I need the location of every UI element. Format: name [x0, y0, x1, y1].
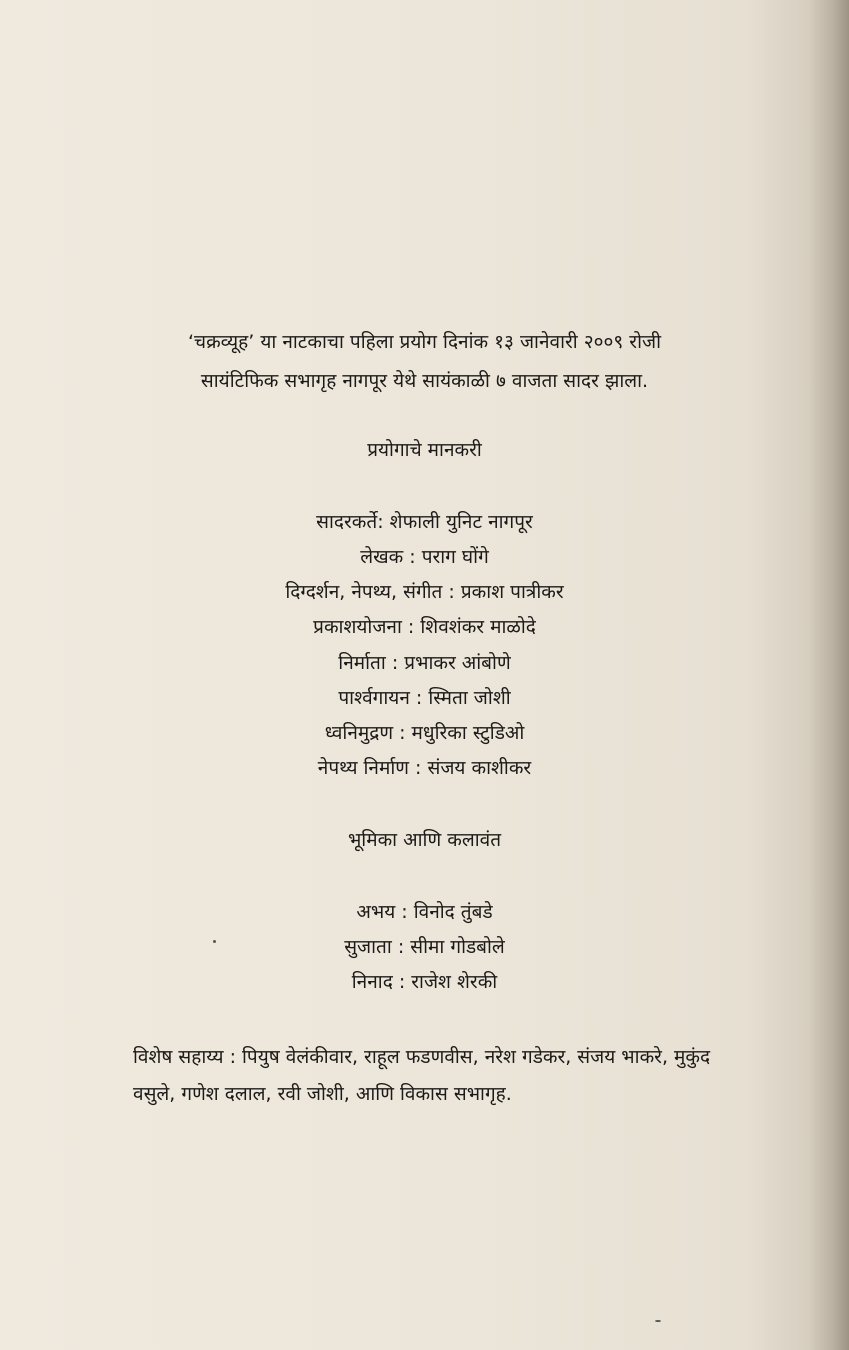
credits-heading: प्रयोगाचे मानकरी [367, 439, 482, 461]
cast-heading: भूमिका आणि कलावंत [347, 829, 502, 851]
ink-speck [655, 1320, 661, 1322]
credit-lighting: प्रकाशयोजना : शिवशंकर माळोदे [313, 616, 536, 638]
cast-ninad: निनाद : राजेश शेरकी [351, 971, 498, 993]
page-edge-shadow [809, 0, 849, 1350]
thanks-line-2: वसुले, गणेश दलाल, रवी जोशी, आणि विकास सभागृह. [133, 1083, 512, 1105]
credit-maker: निर्माता : प्रभाकर आंबोणे [338, 652, 511, 674]
intro-line-1: ‘चक्रव्यूह’ या नाटकाचा पहिला प्रयोग दिनांक १३ जानेवारी २००९ रोजी [187, 331, 662, 353]
credit-sound-recording: ध्वनिमुद्रण : मधुरिका स्टुडिओ [324, 722, 525, 744]
thanks-line-1: विशेष सहाय्य : पियुष वेलंकीवार, राहूल फडणवीस, नरेश गडेकर, संजय भाकरे, मुकुंद [133, 1046, 711, 1068]
cast-sujata: सुजाता : सीमा गोडबोले [344, 936, 505, 958]
intro-line-2: सायंटिफिक सभागृह नागपूर येथे सायंकाळी ७ वाजता सादर झाला. [200, 370, 649, 392]
credit-playback-singer: पार्श्वगायन : स्मिता जोशी [338, 687, 511, 709]
cast-abhay: अभय : विनोद तुंबडे [356, 901, 493, 923]
credit-director: दिग्दर्शन, नेपथ्य, संगीत : प्रकाश पात्रीकर [285, 581, 564, 603]
credit-producer: सादरकर्ते: शेफाली युनिट नागपूर [316, 511, 533, 533]
credit-writer: लेखक : पराग घोंगे [360, 546, 489, 568]
credit-set-construction: नेपथ्य निर्माण : संजय काशीकर [317, 757, 532, 779]
ink-speck [213, 940, 216, 943]
